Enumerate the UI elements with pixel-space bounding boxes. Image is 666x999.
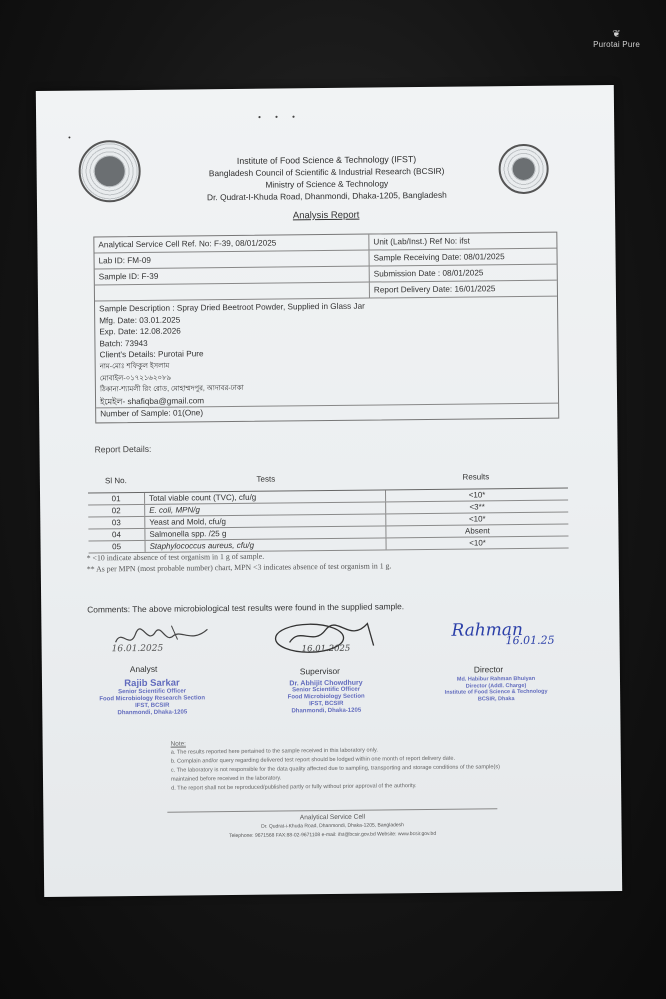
supervisor-date: 16.01.2025	[301, 643, 351, 655]
submission-date: Submission Date : 08/01/2025	[373, 268, 484, 279]
director-stamp	[440, 676, 552, 703]
supervisor-stamp-unit: Food Microbiology Section	[287, 693, 365, 701]
footer-title: Analytical Service Cell	[299, 813, 366, 822]
client-email: ইমেইল- shafiqba@gmail.com	[100, 396, 205, 407]
row-test: Salmonella spp. /25 g	[144, 526, 385, 540]
row-test: Total viable count (TVC), cfu/g	[144, 490, 385, 504]
analyst-stamp-unit: Food Microbiology Research Section	[99, 695, 206, 703]
note-item: b. Complain and/or query regarding delivered test report should be lodged within one month of report delivery date.	[170, 755, 456, 765]
analyst-stamp-name: Rajib Sarkar	[124, 677, 180, 690]
analyst-stamp-title: Senior Scientific Officer	[118, 688, 187, 696]
director-date: 16.01.25	[505, 633, 555, 648]
batch: Batch: 73943	[99, 338, 148, 349]
supervisor-stamp	[266, 679, 386, 715]
supervisor-stamp-addr: Dhanmondi, Dhaka-1205	[291, 707, 362, 715]
header-sl: Sl No.	[104, 476, 127, 486]
mfg-date: Mfg. Date: 03.01.2025	[99, 315, 181, 325]
lab-id: Lab ID: FM-09	[94, 251, 369, 269]
director-stamp-unit: Institute of Food Science & Technology	[444, 688, 548, 696]
council-name: Bangladesh Council of Scientific & Industrial Research (BCSIR)	[208, 165, 445, 179]
letterhead	[156, 152, 496, 204]
analyst-stamp-addr: Dhanmondi, Dhaka-1205	[117, 709, 188, 717]
supervisor-stamp-name: Dr. Abhijit Chowdhury	[289, 679, 363, 688]
row-test: Yeast and Mold, cfu/g	[144, 514, 385, 528]
watermark-text: Purotai Pure	[593, 40, 640, 49]
sample-id: Sample ID: F-39	[95, 267, 370, 285]
analyst-stamp	[92, 677, 212, 717]
row-result: Absent	[385, 524, 568, 537]
row-sl: 05	[112, 542, 122, 552]
report-title: Analysis Report	[292, 209, 360, 222]
client-details: Client's Details: Purotai Pure	[99, 349, 204, 360]
client-address: ঠিকানা-শ্যামলী রিং রোড, মোহাম্মদপুর, আদাবর-ঢাকা	[99, 385, 244, 394]
row-result: <10*	[385, 512, 568, 525]
director-role: Director	[473, 664, 504, 675]
institute-name: Institute of Food Science & Technology (IFST)	[236, 154, 417, 166]
institute-address: Dr. Qudrat-I-Khuda Road, Dhanmondi, Dhaka-1205, Bangladesh	[206, 189, 447, 203]
header-tests: Tests	[256, 474, 276, 484]
client-name: নাম-মোঃ শফিকুল ইসলাম	[99, 362, 170, 371]
header-results: Results	[462, 472, 490, 482]
row-result: <10*	[385, 536, 568, 549]
note-item: a. The results reported here pertained to the sample received in this laboratory only.	[170, 747, 378, 756]
director-signature: Rahman	[451, 619, 524, 641]
paper-mark: •	[68, 134, 71, 142]
notes-label: Note:	[170, 740, 186, 748]
supervisor-stamp-org: IFST, BCSIR	[309, 700, 344, 708]
director-stamp-org: BCSIR, Dhaka	[477, 695, 515, 702]
footer-contact: Telephone: 9671568 FAX:88-02-9671108 e-mail: ifst@bcsir.gov.bd Website: www.bcsir.gov.bd	[229, 830, 437, 840]
service-ref: Analytical Service Cell Ref. No: F-39, 08/01/2025	[94, 235, 369, 253]
director-stamp-name: Md. Habibur Rahman Bhuiyan	[456, 675, 536, 683]
row-test: E. coli, MPN/g	[144, 502, 385, 516]
report-details-label: Report Details:	[94, 443, 152, 455]
sample-description: Sample Description : Spray Dried Beetroot Powder, Supplied in Glass Jar	[99, 301, 365, 314]
watermark-logo	[593, 30, 640, 49]
bcsir-seal	[78, 140, 141, 203]
number-of-sample: Number of Sample: 01(One)	[96, 403, 558, 420]
row-result: <10*	[385, 488, 568, 501]
client-mobile: মোবাইল-০১৭২১৬২০৮৯	[99, 374, 172, 382]
analyst-stamp-org: IFST, BCSIR	[135, 702, 170, 710]
analyst-date: 16.01.2025	[111, 643, 164, 655]
page-footer	[43, 807, 621, 843]
leaf-icon: ❦	[612, 29, 621, 40]
row-result: <3**	[385, 500, 568, 513]
note-item: d. The report shall not be reproduced/published partly or fully without prior approval of the authority.	[171, 783, 417, 792]
footer-address: Dr. Qudrat-i-Khuda Road, Dhanmondi, Dhaka-1205, Bangladesh	[261, 822, 404, 830]
sample-details	[95, 297, 558, 423]
footnote-2: ** As per MPN (most probable number) chart, MPN <3 indicates absence of test organism in 1 g.	[86, 561, 392, 574]
footnotes	[87, 548, 567, 575]
sample-info-box	[93, 232, 559, 424]
delivery-date: Report Delivery Date: 16/01/2025	[373, 284, 496, 295]
row-sl: 04	[111, 530, 121, 540]
analyst-role: Analyst	[129, 663, 158, 675]
row-sl: 02	[111, 506, 121, 516]
row-test: Staphylococcus aureus, cfu/g	[145, 538, 386, 552]
row-sl: 01	[111, 494, 121, 504]
unit-ref: Unit (Lab/Inst.) Ref No: ifst	[373, 236, 470, 247]
supervisor-stamp-title: Senior Scientific Officer	[292, 686, 361, 694]
director-stamp-title: Director (Addl. Charge)	[465, 682, 527, 690]
blank-cell	[95, 283, 370, 301]
supervisor-role: Supervisor	[299, 665, 340, 677]
test-results-table	[88, 465, 569, 553]
ifst-seal	[498, 144, 549, 195]
note-item: c. The laboratory is not responsible for the data quality affected due to sampling, transporting and storage conditions of the sample(s) maintained before received in the laboratory.	[170, 764, 501, 783]
comments: Comments: The above microbiological test results were found in the supplied sample.	[87, 601, 405, 615]
exp-date: Exp. Date: 12.08.2026	[99, 326, 181, 337]
report-paper	[36, 85, 622, 897]
footnote-1: * <10 indicate absence of test organism in 1 g of sample.	[86, 551, 265, 563]
punch-dots: • • •	[258, 112, 301, 122]
notes	[171, 736, 502, 793]
row-sl: 03	[111, 518, 121, 528]
receiving-date: Sample Receiving Date: 08/01/2025	[373, 252, 505, 263]
ministry-name: Ministry of Science & Technology	[265, 178, 389, 190]
